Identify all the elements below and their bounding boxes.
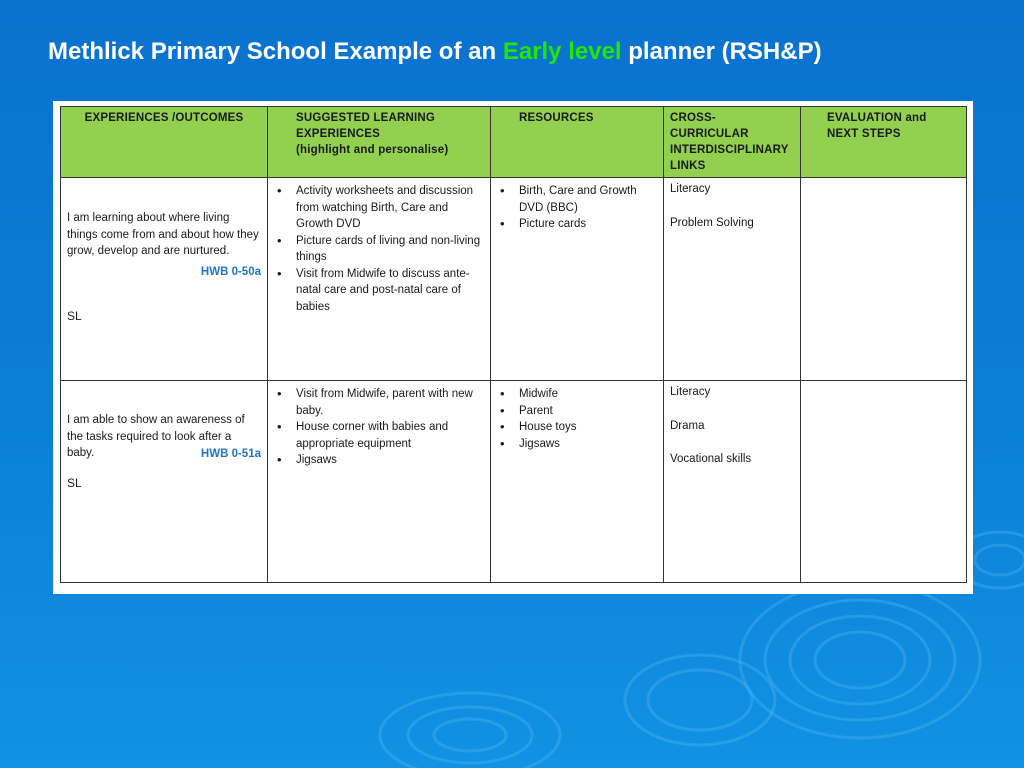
outcome-cell xyxy=(61,381,268,583)
evaluation-cell xyxy=(801,178,967,381)
header-cross-line1: CROSS- xyxy=(670,112,716,124)
links-cell xyxy=(664,381,801,583)
outcome-cell xyxy=(61,178,268,381)
links-cell xyxy=(664,178,801,381)
title-highlight: Early level xyxy=(502,38,622,65)
header-evaluation-line1: EVALUATION and xyxy=(827,112,927,124)
resources-cell xyxy=(491,178,664,381)
header-experiences-outcomes xyxy=(61,107,268,178)
title-suffix: planner (RSH&P) xyxy=(621,38,822,65)
planner-table xyxy=(60,106,967,583)
header-evaluation-line2: NEXT STEPS xyxy=(827,128,901,140)
list-item: • Picture cards xyxy=(519,216,657,233)
outcome-code: HWB 0-50a xyxy=(200,265,261,278)
link-item: Literacy xyxy=(670,386,711,398)
experiences-cell xyxy=(268,381,491,583)
list-item: • Midwife xyxy=(519,386,657,403)
header-suggested-learning xyxy=(268,107,491,178)
list-item: • House toys xyxy=(519,419,657,436)
outcome-text: I am able to show an awareness of the tasks required to look after a baby. xyxy=(67,414,245,459)
title-prefix: Methlick Primary School Example of an xyxy=(48,38,503,65)
list-item: • Jigsaws xyxy=(296,452,484,469)
table-row xyxy=(61,178,967,381)
link-item: Problem Solving xyxy=(670,216,754,229)
list-item: • Activity worksheets and discussion from watching Birth, Care and Growth DVD xyxy=(296,183,484,233)
header-row xyxy=(61,107,967,178)
teacher-initials: SL xyxy=(67,475,82,490)
outcome-text: I am learning about where living things come from and about how they grow, develop and are nurtured. xyxy=(67,212,259,257)
list-item: • Picture cards of living and non-living things xyxy=(296,233,484,266)
evaluation-cell xyxy=(801,381,967,583)
experiences-cell xyxy=(268,178,491,381)
link-item: Literacy xyxy=(670,183,711,195)
header-suggested-line2: EXPERIENCES xyxy=(296,128,381,140)
header-cross-line3: INTERDISCIPLINARY xyxy=(670,144,789,156)
header-evaluation xyxy=(801,107,967,178)
list-item: • Birth, Care and Growth DVD (BBC) xyxy=(519,183,657,216)
header-suggested-line1: SUGGESTED LEARNING xyxy=(296,112,436,124)
list-item: • Visit from Midwife, parent with new baby. xyxy=(296,386,484,419)
header-cross-line2: CURRICULAR xyxy=(670,128,749,140)
link-item: Drama xyxy=(670,419,705,432)
header-suggested-line3: (highlight and personalise) xyxy=(296,144,449,156)
slide-title xyxy=(48,38,822,66)
header-resources-label: RESOURCES xyxy=(519,112,594,124)
list-item: • Jigsaws xyxy=(519,436,657,453)
planner-document xyxy=(53,101,973,594)
list-item: • Parent xyxy=(519,403,657,420)
list-item: • Visit from Midwife to discuss ante-natal care and post-natal care of babies xyxy=(296,266,484,316)
teacher-initials: SL xyxy=(67,308,82,323)
outcome-code: HWB 0-51a xyxy=(200,447,261,460)
list-item: • House corner with babies and appropriate equipment xyxy=(296,419,484,452)
table-row xyxy=(61,381,967,583)
header-cross-line4: LINKS xyxy=(670,160,706,172)
header-cross-curricular xyxy=(664,107,801,178)
header-experiences-label: EXPERIENCES /OUTCOMES xyxy=(84,112,244,124)
resources-cell xyxy=(491,381,664,583)
header-resources xyxy=(491,107,664,178)
link-item: Vocational skills xyxy=(670,453,752,465)
